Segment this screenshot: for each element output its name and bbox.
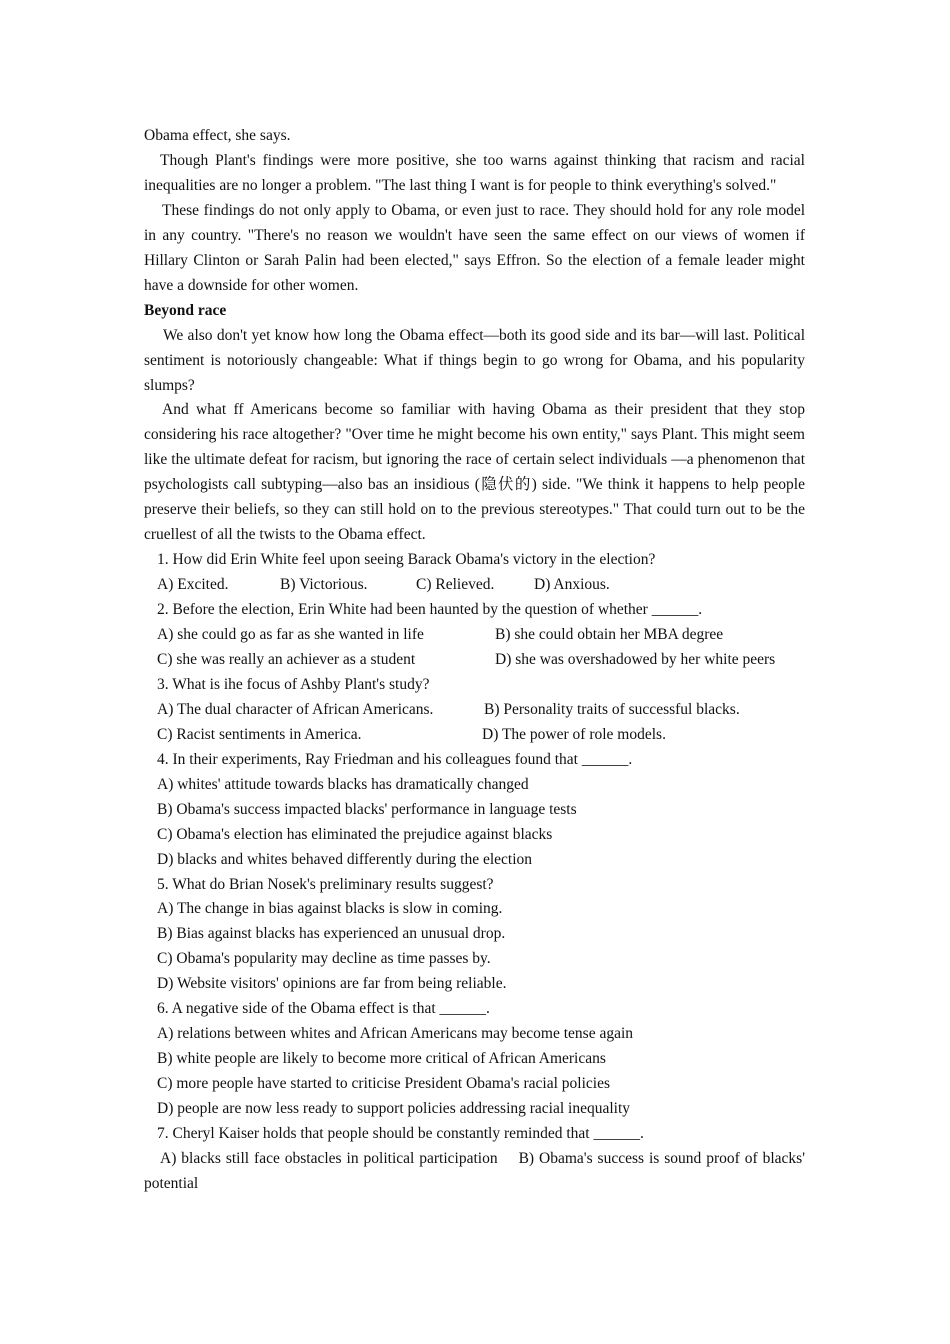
options-row [144,723,805,748]
option: B) white people are likely to become more critical of African Americans [157,1050,606,1068]
question-stem: 2. Before the election, Erin White had been haunted by the question of whether ______. [157,601,703,619]
passage-paragraph-0: Obama effect, she says. [144,127,291,144]
options-row [144,623,805,648]
option: B) Obama's success impacted blacks' performance in language tests [157,800,577,818]
question-stem: 7. Cheryl Kaiser holds that people should be constantly reminded that ______. [157,1125,644,1143]
option: A) The dual character of African Americans. [157,700,434,718]
option: B) Bias against blacks has experienced an unusual drop. [157,925,506,943]
passage-paragraph-2: These findings do not only apply to Obama, or even just to race. They should hold for any role model in any country. "There's no reason we wouldn't have seen the same effect on our views of women if Hillary Clinton or Sarah Palin had been elected," says Effron. So the election of a female leader might have a downside for other women. [144,201,805,294]
option: A) The change in bias against blacks is slow in coming. [157,900,503,918]
passage-paragraph-4: And what ff Americans become so familiar with having Obama as their president that they stop considering his race altogether? "Over time he might become his own entity," says Plant. This might seem like the ultimate defeat for racism, but ignoring the race of certain select individuals —a phenomenon that psychologists call subtyping—also bas an insidious (隐伏的) side. "We think it happens to help people preserve their beliefs, so they can still hold on to the previous stereotypes." That could turn out to be the cruellest of all the twists to the Obama effect. [144,401,805,544]
option: A) whites' attitude towards blacks has dramatically changed [157,775,529,793]
option: C) Relieved. [416,576,495,594]
option: D) people are now less ready to support policies addressing racial inequality [157,1100,631,1118]
question-stem: 1. How did Erin White feel upon seeing Barack Obama's victory in the election? [157,551,656,569]
option: A) relations between whites and African Americans may become tense again [157,1025,634,1043]
passage-paragraph-3: We also don't yet know how long the Obama effect—both its good side and its bar—will last. Political sentiment is notoriously changeable: What if things begin to go wrong for Obama, and his popularity slumps? [144,326,805,394]
option: C) more people have started to criticise President Obama's racial policies [157,1075,610,1093]
option: D) she was overshadowed by her white peers [495,650,776,668]
option: D) Anxious. [534,576,610,594]
question-stem: 4. In their experiments, Ray Friedman and his colleagues found that ______. [157,750,633,768]
option: D) The power of role models. [482,725,666,743]
options-row [144,698,805,723]
option: D) Website visitors' opinions are far from being reliable. [157,975,507,993]
option: C) Obama's popularity may decline as time passes by. [157,950,491,968]
question-stem: 6. A negative side of the Obama effect is that ______. [157,1000,490,1018]
option: C) Racist sentiments in America. [157,725,362,743]
passage-paragraph-1: Though Plant's findings were more positive, she too warns against thinking that racism and racial inequalities are no longer a problem. "The last thing I want is for people to think everything's solved." [144,151,805,194]
option: C) Obama's election has eliminated the prejudice against blacks [157,825,553,843]
section-heading: Beyond race [144,301,227,319]
options-row [144,648,805,673]
option: A) blacks still face obstacles in political participation [160,1150,498,1167]
question-stem: 5. What do Brian Nosek's preliminary results suggest? [157,875,494,893]
document-page [144,124,805,1197]
option: D) blacks and whites behaved differently during the election [157,850,533,868]
option: B) Obama's success is sound proof of blacks' potential [144,1150,805,1192]
options-line [144,1147,805,1197]
option: A) Excited. [157,576,229,594]
question-stem: 3. What is ihe focus of Ashby Plant's study? [157,675,430,693]
options-row [144,573,805,598]
option: B) Personality traits of successful blacks. [484,700,740,718]
option: B) she could obtain her MBA degree [495,626,724,644]
option: A) she could go as far as she wanted in life [157,626,424,644]
option: B) Victorious. [280,576,368,594]
option: C) she was really an achiever as a student [157,650,416,668]
